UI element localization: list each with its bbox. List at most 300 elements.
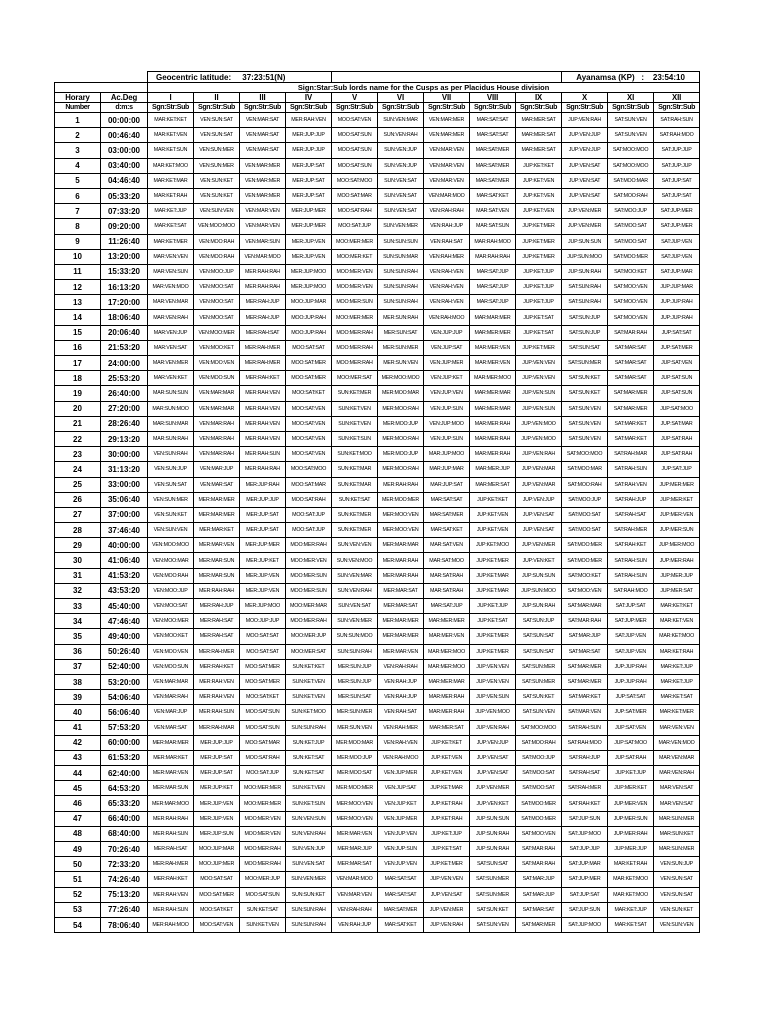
cusp-lords-cell: MOO:SAT:SAT [286, 340, 332, 355]
cusp-lords-cell: MAR:VEN:VEN [654, 720, 700, 735]
cusp-lords-cell: VEN:MOO:KET [194, 340, 240, 355]
cusp-lords-cell: SAT:RAH:JUP [608, 492, 654, 507]
cusp-lords-cell: MOO:MER:RAH [240, 842, 286, 857]
ayanamsa-value: 23:54:10 [652, 72, 685, 82]
cusp-lords-cell: MER:MAR:KET [194, 523, 240, 538]
cusp-lords-cell: MAR:MER:SAT [516, 128, 562, 143]
cusp-lords-cell: MOO:MER:SAT [286, 644, 332, 659]
cusp-lords-cell: SAT:MAR:MER [562, 659, 608, 674]
cusp-lords-cell: VEN:RAH:JUP [424, 219, 470, 234]
cusp-lords-cell: MAR:SAT:SUN [470, 219, 516, 234]
table-row [55, 356, 700, 371]
cusp-lords-cell: VEN:MAR:VEN [424, 173, 470, 188]
cusp-lords-cell: JUP:MER:RAH [608, 826, 654, 841]
cusp-lords-cell: JUP:KET:JUP [516, 280, 562, 295]
cusp-lords-cell: MER:RAH:VEN [194, 690, 240, 705]
cusp-lords-cell: MER:RAH:SUN [148, 826, 194, 841]
cusp-lords-cell: MAR:SAT:JUP [470, 264, 516, 279]
sub-label: Sgn:Str:Sub [470, 103, 516, 113]
cusp-lords-cell: JUP:SAT:JUP [654, 462, 700, 477]
cusp-lords-cell: JUP:VEN:MOO [470, 705, 516, 720]
cusp-lords-cell: MER:JUP:SAT [286, 188, 332, 203]
cusp-lords-cell: SAT:MOO:SAT [608, 219, 654, 234]
cusp-lords-cell: VEN:MAR:SAT [240, 143, 286, 158]
cusp-lords-cell: JUP:KET:MER [470, 553, 516, 568]
horary-number: 19 [55, 386, 101, 401]
horary-number: 38 [55, 674, 101, 689]
cusp-lords-cell: MOO:MER:RAH [332, 356, 378, 371]
cusp-lords-cell: VEN:RAH:MOO [378, 750, 424, 765]
cusp-lords-cell: SAT:JUP:MER [562, 872, 608, 887]
cusp-lords-cell: JUP:KET:MER [516, 340, 562, 355]
cusp-lords-cell: SAT:SUN:KET [516, 690, 562, 705]
horary-number: 37 [55, 659, 101, 674]
cusp-lords-cell: MOO:SAT:MER [286, 356, 332, 371]
ascendant-degree: 41:06:40 [101, 553, 148, 568]
cusp-lords-cell: VEN:JUP:SAT [424, 340, 470, 355]
table-row [55, 492, 700, 507]
cusp-lords-cell: JUP:MER:JUP [608, 842, 654, 857]
cusp-lords-cell: VEN:JUP:KET [378, 796, 424, 811]
cusp-lords-cell: VEN:RAH:VEN [378, 735, 424, 750]
cusp-lords-cell: SUN:VEN:RAH [286, 826, 332, 841]
cusp-lords-cell: MER:JUP:SAT [194, 750, 240, 765]
table-row [55, 431, 700, 446]
cusp-lords-cell: MER:RAH:JUP [240, 295, 286, 310]
cusp-lords-cell: MAR:VEN:JUP [148, 325, 194, 340]
cusp-lords-cell: MAR:SAT:RAH [424, 583, 470, 598]
cusp-lords-cell: MAR:MAR:MER [470, 310, 516, 325]
cusp-lords-cell: SAT:RAH:MOO [562, 735, 608, 750]
cusp-lords-cell: MAR:SAT:SAT [424, 492, 470, 507]
cusp-lords-cell: SAT:SUN:MER [516, 674, 562, 689]
cusp-lords-cell: JUP:VEN:MOO [516, 416, 562, 431]
cusp-lords-cell: SAT:JUP:MOO [562, 917, 608, 932]
cusp-lords-cell: JUP:SUN:SUN [470, 811, 516, 826]
cusp-lords-cell: VEN:SUN:SAT [194, 128, 240, 143]
cusp-lords-cell: MER:MAR:RAH [378, 553, 424, 568]
ascendant-degree: 24:00:00 [101, 356, 148, 371]
cusp-lords-cell: SAT:MAR:RAH [516, 842, 562, 857]
cusp-lords-cell: MAR:KET:SAT [148, 219, 194, 234]
cusp-lords-cell: MAR:KET:JUP [654, 674, 700, 689]
sub-label: Sgn:Str:Sub [378, 103, 424, 113]
horary-header-bottom: Number [55, 103, 101, 113]
house-header: IX [516, 93, 562, 103]
cusp-lords-cell: SAT:SUN:MER [470, 872, 516, 887]
cusp-lords-cell: JUP:VEN:VEN [470, 674, 516, 689]
cusp-lords-cell: VEN:JUP:MER [378, 766, 424, 781]
house-header: VI [378, 93, 424, 103]
horary-header-top: Horary [55, 93, 101, 103]
table-row [55, 659, 700, 674]
cusp-lords-cell: VEN:MAR:MOO [424, 188, 470, 203]
cusp-lords-cell: SAT:MOO:VEN [608, 280, 654, 295]
horary-number: 48 [55, 826, 101, 841]
cusp-lords-cell: MAR:MER:RAH [470, 416, 516, 431]
ascendant-degree: 60:00:00 [101, 735, 148, 750]
table-row [55, 158, 700, 173]
cusp-lords-cell: MER:MAR:SAT [332, 857, 378, 872]
cusp-lords-cell: SUN:KET:SAT [332, 492, 378, 507]
latitude-value: 37:23:51(N) [242, 72, 286, 82]
cusp-lords-cell: JUP:KET:KET [470, 492, 516, 507]
cusp-lords-cell: SAT:SUN:VEN [516, 705, 562, 720]
cusp-lords-cell: JUP:MER:KET [608, 781, 654, 796]
cusp-lords-cell: MOO:SAT:SUN [240, 887, 286, 902]
cusp-lords-cell: JUP:MER:SAT [654, 583, 700, 598]
cusp-lords-cell: MER:RAH:KET [148, 872, 194, 887]
horary-number: 8 [55, 219, 101, 234]
cusp-lords-cell: SAT:JUP:SAT [608, 599, 654, 614]
cusp-lords-cell: VEN:MAR:MER [424, 128, 470, 143]
cusp-lords-cell: JUP:KET:JUP [424, 826, 470, 841]
cusp-lords-cell: SAT:MAR:RAH [516, 857, 562, 872]
cusp-lords-cell: MOO:SAT:MER [194, 887, 240, 902]
cusp-lords-cell: VEN:MAR:RAH [148, 690, 194, 705]
cusp-lords-cell: JUP:VEN:RAH [470, 720, 516, 735]
cusp-lords-cell: MOO:MER:MAR [286, 599, 332, 614]
cusp-lords-cell: JUP:VEN:MER [562, 204, 608, 219]
horary-number: 41 [55, 720, 101, 735]
cusp-lords-cell: MAR:MER:MOO [424, 659, 470, 674]
ascendant-degree: 11:26:40 [101, 234, 148, 249]
cusp-lords-cell: MER:JUP:VEN [194, 796, 240, 811]
cusp-lords-cell: SAT:MOO:MER [516, 811, 562, 826]
cusp-lords-cell: VEN:MOO:SAT [194, 280, 240, 295]
cusp-lords-cell: MER:JUP:MOO [286, 280, 332, 295]
cusp-lords-cell: MER:MAR:JUP [332, 842, 378, 857]
cusp-lords-cell: SAT:MAR:MER [608, 386, 654, 401]
cusp-lords-cell: MOO:MER:RAH [332, 340, 378, 355]
cusp-lords-cell: MER:RAH:MAR [194, 720, 240, 735]
table-row [55, 295, 700, 310]
cusp-lords-cell: MER:MAR:SAT [378, 599, 424, 614]
cusp-lords-cell: MER:MAR:MER [378, 614, 424, 629]
cusp-lords-cell: VEN:SUN:KET [194, 173, 240, 188]
cusp-lords-cell: VEN:RAH:JUP [378, 690, 424, 705]
ayanamsa-cell [562, 72, 700, 83]
cusp-lords-cell: MOO:MER:JUP [240, 872, 286, 887]
table-row [55, 796, 700, 811]
cusp-lords-cell: JUP:KET:RAH [424, 811, 470, 826]
cusp-lords-cell: SAT:MAR:MER [516, 917, 562, 932]
cusp-lords-cell: JUP:SAT:MER [654, 340, 700, 355]
cusp-lords-cell: SUN:VEN:MOO [332, 553, 378, 568]
ascendant-degree: 49:40:00 [101, 629, 148, 644]
cusp-lords-cell: SUN:VEN:MER [378, 219, 424, 234]
cusp-lords-cell: JUP:KET:VEN [470, 507, 516, 522]
table-row [55, 128, 700, 143]
cusp-lords-cell: VEN:SUN:MER [148, 492, 194, 507]
cusp-lords-cell: MAR:SUN:RAH [148, 431, 194, 446]
cusp-lords-cell: JUP:VEN:MER [470, 781, 516, 796]
cusp-lords-cell: JUP:SAT:SAT [654, 325, 700, 340]
cusp-lords-cell: SUN:VEN:SAT [286, 857, 332, 872]
table-row [55, 781, 700, 796]
cusp-lords-cell: MOO:SAT:RAH [240, 750, 286, 765]
cusp-lords-cell: MAR:VEN:SAT [148, 340, 194, 355]
cusp-lords-cell: VEN:MOO:SUN [194, 371, 240, 386]
cusp-lords-cell: MER:RAH:RAH [194, 583, 240, 598]
cusp-lords-cell: SAT:JUP:SUN [562, 902, 608, 917]
cusp-lords-cell: MAR:SAT:RAH [424, 568, 470, 583]
cusp-lords-cell: SUN:VEN:RAH [378, 128, 424, 143]
cusp-lords-cell: MER:RAH:VEN [240, 386, 286, 401]
cusp-lords-cell: JUP:SAT:RAH [608, 750, 654, 765]
cusp-lords-cell: VEN:MAR:MER [240, 173, 286, 188]
cusp-lords-cell: SAT:JUP:SUN [562, 811, 608, 826]
cusp-lords-cell: VEN:MAR:SAT [240, 113, 286, 128]
cusp-lords-cell: MOO:MER:VEN [240, 826, 286, 841]
cusp-lords-cell: VEN:RAH:MOO [424, 310, 470, 325]
cusp-lords-cell: SAT:MAR:JUP [516, 872, 562, 887]
cusp-lords-cell: MAR:KET:VEN [148, 128, 194, 143]
cusp-lords-table [54, 71, 700, 933]
cusp-lords-cell: MOO:MER:RAH [332, 325, 378, 340]
cusp-lords-cell: MER:JUP:SAT [286, 158, 332, 173]
cusp-lords-cell: JUP:JUP:RAH [654, 310, 700, 325]
cusp-lords-cell: MER:JUP:VEN [286, 234, 332, 249]
cusp-lords-cell: JUP:VEN:VEN [516, 356, 562, 371]
cusp-lords-cell: VEN:MAR:JUP [148, 705, 194, 720]
table-row [55, 599, 700, 614]
cusp-lords-cell: MOO:SAT:JUP [286, 523, 332, 538]
cusp-lords-cell: MER:SUN:SAT [332, 690, 378, 705]
cusp-lords-cell: MAR:SAT:VEN [470, 204, 516, 219]
cusp-lords-cell: MOO:MER:VEN [240, 811, 286, 826]
cusp-lords-cell: MAR:SAT:SAT [470, 113, 516, 128]
cusp-lords-cell: VEN:MAR:SAT [148, 720, 194, 735]
cusp-lords-cell: MER:RAH:MOO [148, 917, 194, 932]
cusp-lords-cell: SAT:MAR:MAR [562, 599, 608, 614]
cusp-lords-cell: SAT:JUP:MER [654, 204, 700, 219]
cusp-lords-cell: MOO:MER:RAH [286, 538, 332, 553]
cusp-lords-cell: JUP:VEN:SUN [516, 386, 562, 401]
horary-number: 5 [55, 173, 101, 188]
table-row [55, 568, 700, 583]
ascendant-degree: 15:33:20 [101, 264, 148, 279]
ascendant-degree: 07:33:20 [101, 204, 148, 219]
cusp-lords-cell: MAR:VEN:MAR [148, 295, 194, 310]
table-title: Sign:Star:Sub lords name for the Cusps as per Placidus House division [148, 83, 700, 93]
cusp-lords-cell: MAR:KET:JUP [608, 902, 654, 917]
cusp-lords-cell: MOO:MER:VEN [332, 280, 378, 295]
cusp-lords-cell: SUN:VEN:JUP [378, 158, 424, 173]
cusp-lords-cell: SUN:VEN:SUN [286, 811, 332, 826]
cusp-lords-cell: VEN:SUN:MER [194, 143, 240, 158]
cusp-lords-cell: SAT:MOO:MOO [608, 143, 654, 158]
cusp-lords-cell: VEN:SUN:VEN [194, 204, 240, 219]
cusp-lords-cell: VEN:SUN:SAT [148, 477, 194, 492]
cusp-lords-cell: MAR:MER:SAT [470, 477, 516, 492]
cusp-lords-cell: SAT:MOO:MAR [608, 173, 654, 188]
cusp-lords-cell: VEN:MOO:MER [148, 614, 194, 629]
cusp-lords-cell: SAT:MOO:SAT [608, 234, 654, 249]
cusp-lords-cell: SUN:KET:SAT [286, 750, 332, 765]
horary-number: 25 [55, 477, 101, 492]
cusp-lords-cell: SAT:JUP:MOO [562, 826, 608, 841]
cusp-lords-cell: SAT:JUP:MER [654, 219, 700, 234]
cusp-lords-cell: VEN:MAR:SAT [240, 128, 286, 143]
cusp-lords-cell: MER:SUN:VEN [332, 720, 378, 735]
cusp-lords-cell: MAR:SAT:JUP [424, 599, 470, 614]
cusp-lords-cell: VEN:SUN:JUP [148, 462, 194, 477]
horary-number: 35 [55, 629, 101, 644]
cusp-lords-cell: MER:SUN:MER [378, 340, 424, 355]
cusp-lords-cell: MAR:MER:MER [424, 614, 470, 629]
ascendant-degree: 45:40:00 [101, 599, 148, 614]
cusp-lords-cell: MER:MAR:MAR [378, 538, 424, 553]
cusp-lords-cell: JUP:SAT:RAH [654, 447, 700, 462]
cusp-lords-cell: SAT:JUP:JUP [654, 158, 700, 173]
horary-number: 53 [55, 902, 101, 917]
cusp-lords-cell: JUP:VEN:RAH [516, 447, 562, 462]
ascendant-degree: 05:33:20 [101, 188, 148, 203]
cusp-lords-cell: SAT:JUP:JUP [654, 143, 700, 158]
cusp-lords-cell: MOO:JUP:JUP [240, 614, 286, 629]
table-row [55, 204, 700, 219]
cusp-lords-cell: JUP:KET:MER [424, 857, 470, 872]
cusp-lords-cell: SAT:SUN:RAH [562, 280, 608, 295]
cusp-lords-cell: SAT:SUN:VEN [608, 113, 654, 128]
table-row [55, 538, 700, 553]
horary-number: 18 [55, 371, 101, 386]
cusp-lords-cell: SAT:SUN:KET [562, 371, 608, 386]
cusp-lords-cell: MOO:SAT:MER [286, 371, 332, 386]
cusp-lords-cell: SUN:SUN:MAR [378, 249, 424, 264]
cusp-lords-cell: MER:MAR:RAH [378, 568, 424, 583]
cusp-lords-cell: SUN:VEN:RAH [332, 583, 378, 598]
cusp-lords-cell: JUP:KET:SAT [516, 310, 562, 325]
cusp-lords-cell: SAT:MAR:KET [562, 690, 608, 705]
cusp-lords-cell: MAR:MER:MAR [470, 401, 516, 416]
cusp-lords-cell: VEN:JUP:SUN [378, 842, 424, 857]
cusp-lords-cell: MER:MOO:MAR [378, 386, 424, 401]
house-header: VIII [470, 93, 516, 103]
cusp-lords-cell: SAT:JUP:MAR [654, 264, 700, 279]
cusp-lords-cell: MER:MOO:MOO [378, 371, 424, 386]
horary-number: 24 [55, 462, 101, 477]
cusp-lords-cell: SAT:MOO:SAT [516, 781, 562, 796]
cusp-lords-cell: SUN:SUN:MOO [332, 629, 378, 644]
cusp-lords-cell: MAR:KET:MER [148, 234, 194, 249]
cusp-lords-cell: SAT:RAH:MER [608, 523, 654, 538]
cusp-lords-cell: MOO:SAT:MOO [332, 173, 378, 188]
cusp-lords-cell: MER:MOO:MAR [332, 735, 378, 750]
cusp-lords-cell: JUP:SAT:MOO [608, 735, 654, 750]
cusp-lords-cell: SAT:MOO:VEN [516, 826, 562, 841]
cusp-lords-cell: SAT:SUN:JUP [562, 310, 608, 325]
cusp-lords-cell: SAT:SUN:KET [562, 386, 608, 401]
horary-number: 40 [55, 705, 101, 720]
horary-number: 20 [55, 401, 101, 416]
cusp-lords-cell: SAT:SUN:VEN [608, 128, 654, 143]
cusp-lords-cell: MAR:SAT:JUP [470, 280, 516, 295]
cusp-lords-cell: SUN:VEN:MER [286, 872, 332, 887]
cusp-lords-cell: MER:MAR:SAT [378, 583, 424, 598]
cusp-lords-cell: MER:MOO:JUP [378, 447, 424, 462]
table-row [55, 644, 700, 659]
cusp-lords-cell: MAR:KET:SAT [654, 690, 700, 705]
cusp-lords-cell: MAR:SAT:SAT [378, 872, 424, 887]
cusp-lords-cell: SUN:KET:SUN [332, 431, 378, 446]
ascendant-degree: 16:13:20 [101, 280, 148, 295]
table-row [55, 811, 700, 826]
cusp-lords-cell: SAT:JUP:VEN [654, 234, 700, 249]
horary-number: 39 [55, 690, 101, 705]
cusp-lords-cell: VEN:RAH:MER [424, 249, 470, 264]
cusp-lords-cell: SUN:KET:VEN [332, 416, 378, 431]
cusp-lords-cell: MAR:SAT:SAT [470, 128, 516, 143]
table-row [55, 872, 700, 887]
cusp-lords-cell: MOO:MER:SUN [332, 295, 378, 310]
cusp-lords-cell: SAT:MAR:SAT [608, 356, 654, 371]
cusp-lords-cell: VEN:MAR:MER [240, 188, 286, 203]
table-row [55, 310, 700, 325]
cusp-lords-cell: SUN:KET:VEN [286, 674, 332, 689]
cusp-lords-cell: MAR:SAT:KET [470, 188, 516, 203]
cusp-lords-cell: SAT:SUN:JUP [516, 614, 562, 629]
cusp-lords-cell: VEN:MOO:SAT [194, 295, 240, 310]
cusp-lords-cell: MAR:KET:RAH [148, 188, 194, 203]
cusp-lords-cell: JUP:KET:SAT [424, 842, 470, 857]
ascendant-degree: 37:00:00 [101, 507, 148, 522]
cusp-lords-cell: SAT:MAR:KET [608, 431, 654, 446]
ascendant-degree: 47:46:40 [101, 614, 148, 629]
cusp-lords-cell: VEN:RAH:VEN [424, 280, 470, 295]
cusp-lords-cell: JUP:KET:KET [516, 158, 562, 173]
cusp-lords-cell: MAR:SAT:MER [378, 902, 424, 917]
cusp-lords-cell: SAT:JUP:VEN [608, 644, 654, 659]
table-row [55, 887, 700, 902]
cusp-lords-cell: VEN:RAH:RAH [332, 902, 378, 917]
cusp-lords-cell: SAT:MOO:JUP [516, 750, 562, 765]
cusp-lords-cell: MER:JUP:SUN [194, 826, 240, 841]
cusp-lords-cell: MER:JUP:RAH [240, 477, 286, 492]
cusp-lords-cell: SUN:SUN:RAH [286, 902, 332, 917]
cusp-table-sheet [54, 71, 699, 933]
cusp-lords-cell: JUP:KET:MAR [424, 781, 470, 796]
cusp-lords-cell: MER:JUP:VEN [286, 249, 332, 264]
cusp-lords-cell: VEN:JUP:VEN [424, 386, 470, 401]
ascendant-degree: 61:53:20 [101, 750, 148, 765]
cusp-lords-cell: SAT:SUN:VEN [562, 416, 608, 431]
ascendant-degree: 27:20:00 [101, 401, 148, 416]
cusp-lords-cell: JUP:SAT:SUN [654, 386, 700, 401]
cusp-lords-cell: JUP:MER:SUN [654, 523, 700, 538]
cusp-lords-cell: SAT:MAR:RAH [562, 614, 608, 629]
table-row [55, 857, 700, 872]
cusp-lords-cell: MOO:JUP:MAR [194, 842, 240, 857]
cusp-lords-cell: SAT:MOO:MER [516, 796, 562, 811]
cusp-lords-cell: MER:RAH:KET [240, 371, 286, 386]
horary-number: 29 [55, 538, 101, 553]
cusp-lords-cell: VEN:MOO:MER [194, 325, 240, 340]
cusp-lords-cell: SUN:KET:MOO [332, 447, 378, 462]
cusp-lords-cell: JUP:SAT:VEN [654, 356, 700, 371]
house-header: III [240, 93, 286, 103]
cusp-lords-cell: SAT:JUP:MER [608, 614, 654, 629]
horary-number: 31 [55, 568, 101, 583]
cusp-lords-cell: MOO:SAT:RAH [286, 492, 332, 507]
cusp-lords-cell: MAR:SUN:MOO [148, 401, 194, 416]
horary-number: 4 [55, 158, 101, 173]
table-row [55, 113, 700, 128]
cusp-lords-cell: MER:SUN:JUP [332, 674, 378, 689]
cusp-lords-cell: JUP:SUN:MOO [562, 249, 608, 264]
cusp-lords-cell: MAR:SAT:MER [470, 158, 516, 173]
